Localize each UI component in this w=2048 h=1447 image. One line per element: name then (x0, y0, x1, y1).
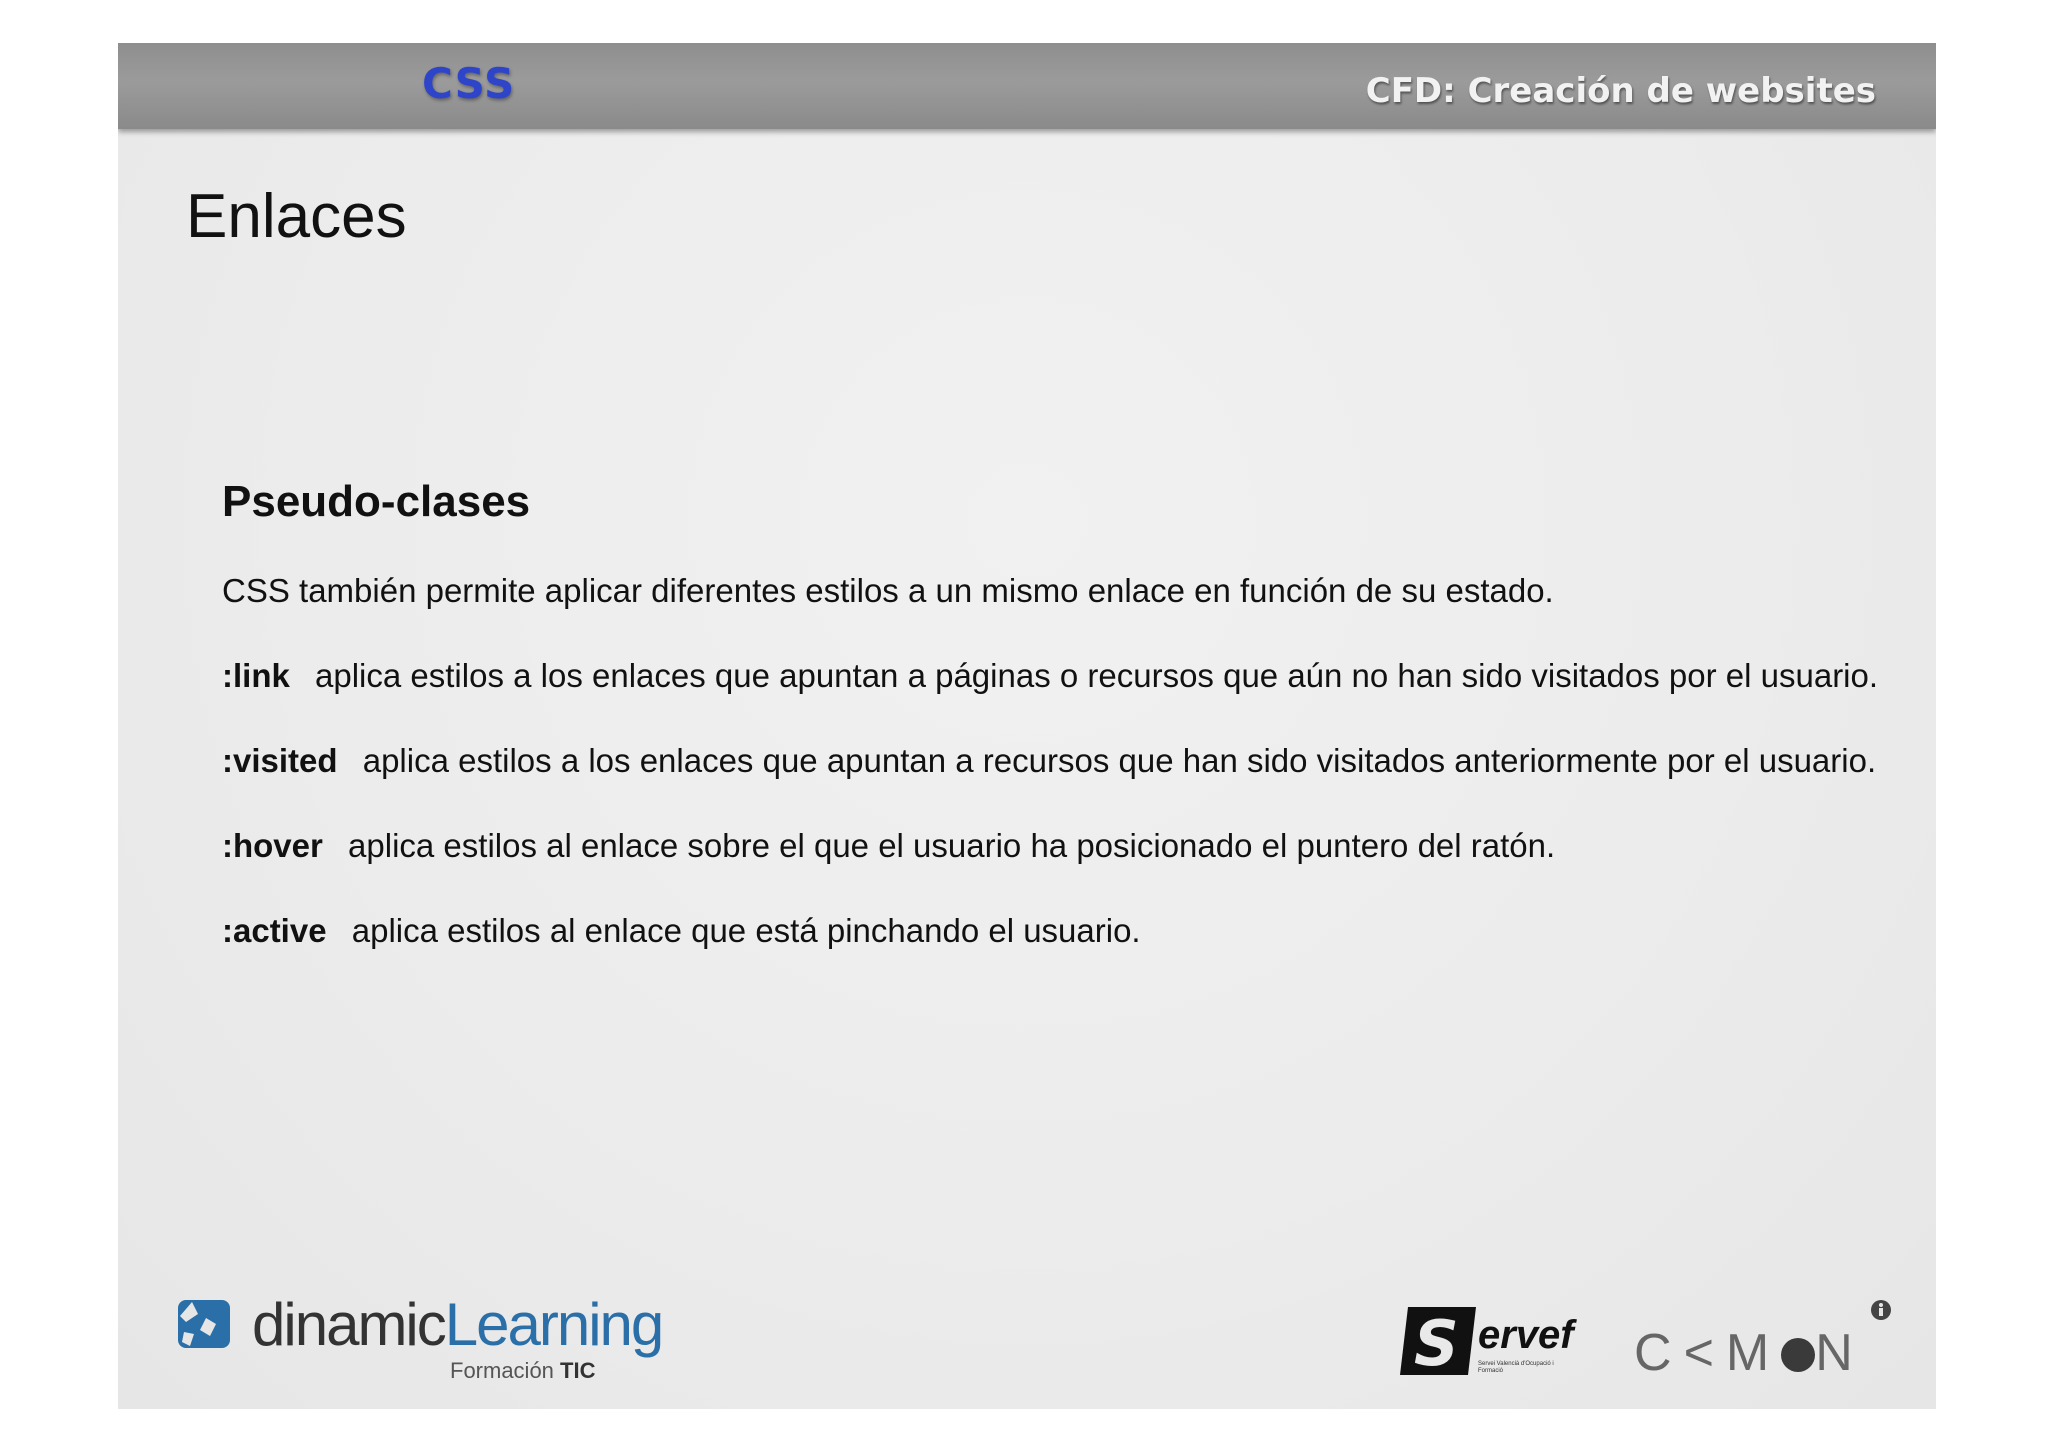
camon-logo: C<M N (1634, 1324, 1865, 1382)
dinamic-learning-logo-icon (176, 1298, 232, 1350)
section-subtitle: Pseudo-clases (222, 477, 531, 526)
dinamic-learning-subtitle: Formación TIC (450, 1358, 596, 1383)
pseudo-class-item-hover (222, 824, 1902, 867)
servef-wordmark: ervef (1478, 1313, 1574, 1357)
item-description: aplica estilos a los enlaces que apuntan a páginas o recursos que aún no han sido visitados por el usuario. (315, 657, 1879, 694)
camon-dot-icon (1781, 1338, 1815, 1372)
header-right-label: CFD: Creación de websites (1365, 71, 1876, 111)
intro-paragraph: CSS también permite aplicar diferentes estilos a un mismo enlace en función de su estado. (222, 572, 1554, 609)
slide (118, 43, 1936, 1409)
item-term: :active (222, 912, 327, 949)
header-bar (118, 43, 1936, 129)
servef-s-icon (1398, 1305, 1478, 1377)
camon-badge-icon (1870, 1299, 1892, 1321)
item-description: aplica estilos al enlace sobre el que el usuario ha posicionado el puntero del ratón. (348, 827, 1556, 864)
item-term: :visited (222, 742, 338, 779)
pseudo-class-item-link (222, 654, 1902, 697)
header-left-label: CSS (422, 59, 516, 108)
slide-content (222, 477, 1902, 994)
item-description: aplica estilos a los enlaces que apuntan a recursos que han sido visitados anteriormente por el usuario. (362, 742, 1877, 779)
svg-text:S: S (1414, 1307, 1459, 1377)
slide-title: Enlaces (186, 182, 407, 251)
pseudo-class-item-visited (222, 739, 1902, 782)
item-description: aplica estilos al enlace que está pinchando el usuario. (351, 912, 1141, 949)
item-term: :hover (222, 827, 323, 864)
pseudo-class-item-active (222, 909, 1902, 952)
item-term: :link (222, 657, 290, 694)
dinamic-learning-wordmark: dinamicLearning (252, 1291, 663, 1358)
servef-logo (1398, 1305, 1574, 1382)
servef-tagline: Servei Valencià d'Ocupació i Formació (1478, 1361, 1554, 1374)
